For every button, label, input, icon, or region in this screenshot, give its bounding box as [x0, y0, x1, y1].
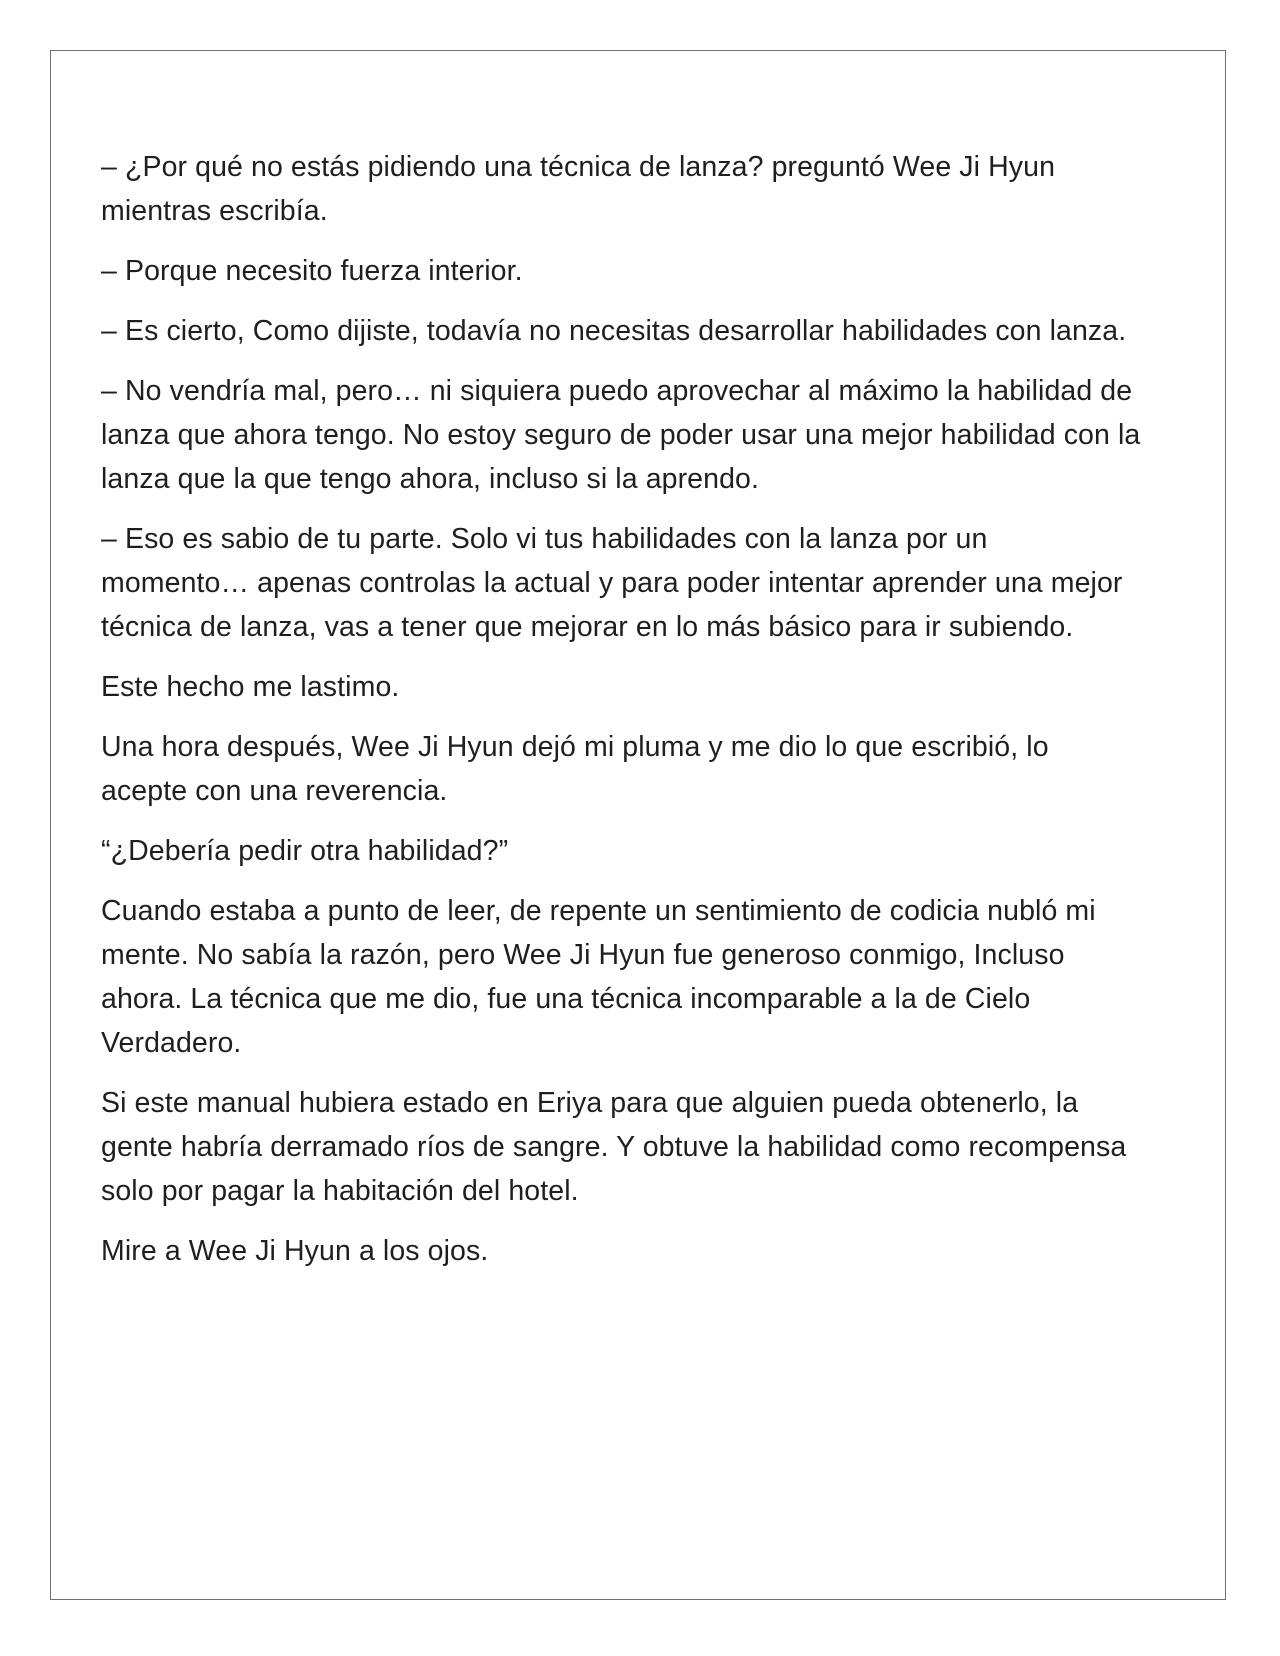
paragraph: Cuando estaba a punto de leer, de repente un sentimiento de codicia nubló mi mente. No sabía la razón, pero Wee Ji Hyun fue generoso conmigo, Incluso ahora. La técnica que me dio, fue una técnica incomparable a la de Cielo Verdadero. [101, 895, 1096, 1059]
document-body [101, 145, 1141, 1289]
paragraph: Una hora después, Wee Ji Hyun dejó mi pluma y me dio lo que escribió, lo acepte con una reverencia. [101, 731, 1049, 807]
paragraph: – Eso es sabio de tu parte. Solo vi tus habilidades con la lanza por un momento… apenas controlas la actual y para poder intentar aprender una mejor técnica de lanza, vas a tener que mejorar en lo más básico para ir subiendo. [101, 523, 1123, 643]
paragraph: – ¿Por qué no estás pidiendo una técnica de lanza? preguntó Wee Ji Hyun mientras escribía. [101, 151, 1056, 227]
paragraph: – No vendría mal, pero… ni siquiera puedo aprovechar al máximo la habilidad de lanza que ahora tengo. No estoy seguro de poder usar una mejor habilidad con la lanza que la que tengo ahora, incluso si la aprendo. [101, 375, 1141, 495]
paragraph: Si este manual hubiera estado en Eriya para que alguien pueda obtenerlo, la gente habría derramado ríos de sangre. Y obtuve la habilidad como recompensa solo por pagar la habitación del hotel. [101, 1087, 1127, 1207]
paragraph: Mire a Wee Ji Hyun a los ojos. [101, 1235, 489, 1267]
paragraph: “¿Debería pedir otra habilidad?” [101, 835, 509, 867]
paragraph: Este hecho me lastimo. [101, 671, 400, 703]
paragraph: – Porque necesito fuerza interior. [101, 255, 523, 287]
paragraph: – Es cierto, Como dijiste, todavía no necesitas desarrollar habilidades con lanza. [101, 315, 1127, 347]
